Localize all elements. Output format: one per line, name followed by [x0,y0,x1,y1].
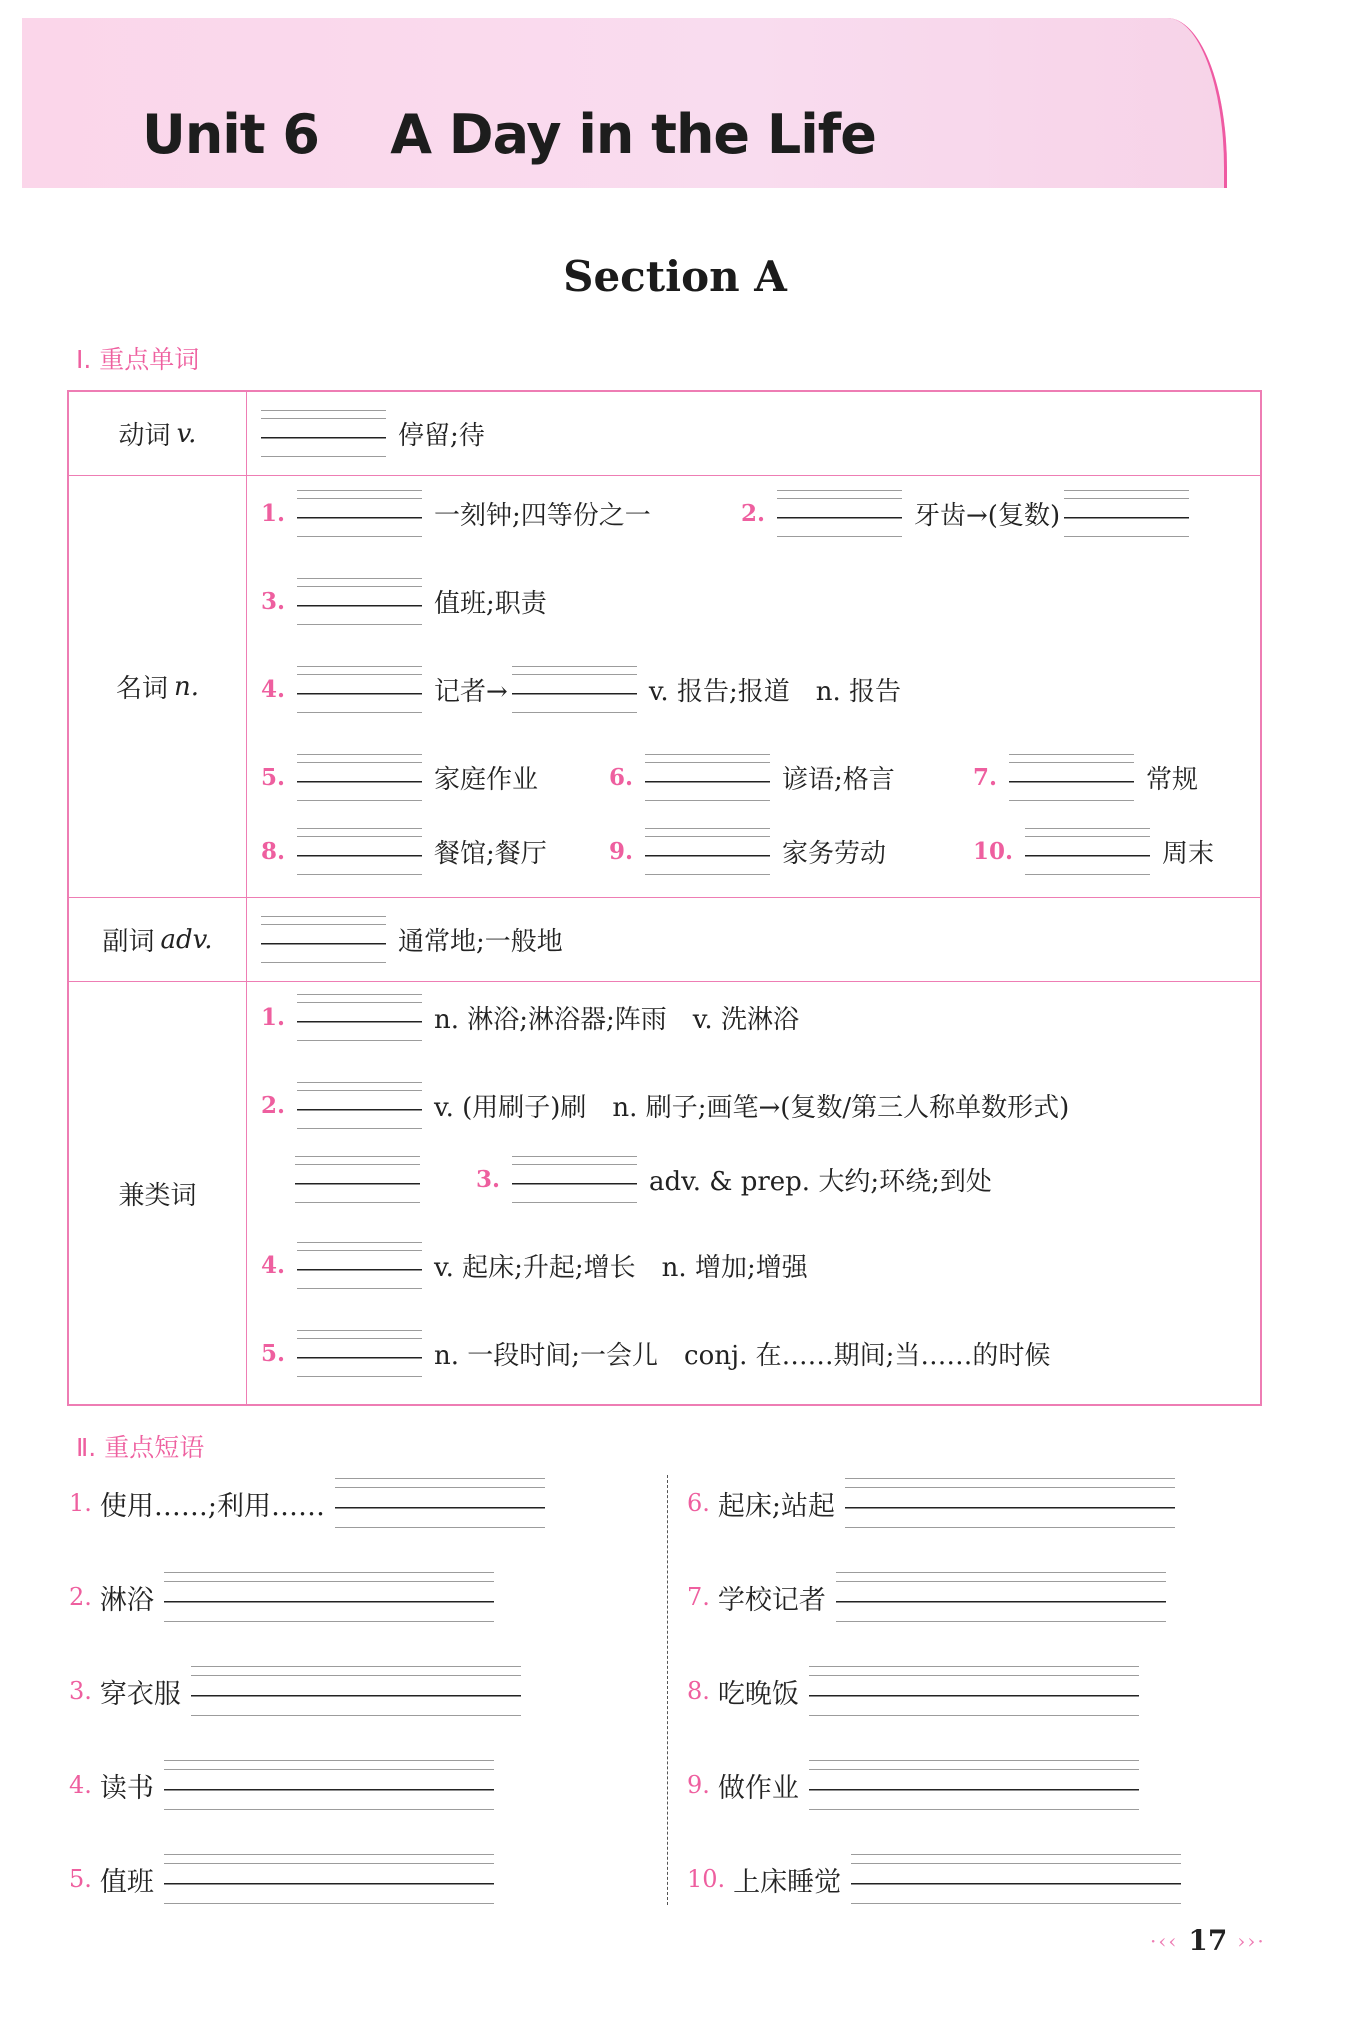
meaning: adv. & prep. 大约;环绕;到处 [649,1166,992,1197]
vocab-cell [247,898,1260,981]
item-number: 1. [261,499,286,527]
phrase-item [69,1568,494,1626]
meaning: 常规 [1146,764,1199,795]
meaning: 谚语;格言 [782,764,895,795]
pos-label [69,982,247,1404]
vocab-item [973,750,1198,804]
phrase-text: 做作业 [717,1772,799,1804]
meaning: n. 一段时间;一会儿 conj. 在……期间;当……的时候 [434,1340,1051,1371]
answer-blank[interactable] [809,1662,1139,1720]
item-number: 2. [741,499,766,527]
item-number: 4. [69,1771,92,1799]
item-number: 3. [69,1677,92,1705]
meaning: v. 起床;升起;增长 n. 增加;增强 [434,1252,808,1283]
meaning: n. 淋浴;淋浴器;阵雨 v. 洗淋浴 [434,1004,799,1035]
phrase-item [69,1850,494,1908]
unit-title: Unit 6 A Day in the Life [142,103,876,166]
item-number: 1. [261,1003,286,1031]
answer-blank[interactable] [297,1238,422,1292]
vocab-item [609,750,895,804]
answer-blank[interactable] [295,1152,420,1206]
item-number: 8. [687,1677,710,1705]
item-number: 3. [261,587,286,615]
item-number: 9. [609,837,634,865]
phrase-text: 吃晚饭 [717,1678,799,1710]
phrase-text: 读书 [99,1772,154,1804]
answer-blank[interactable] [836,1568,1166,1626]
vocab-item [261,486,651,540]
item-number: 9. [687,1771,710,1799]
phrase-item [687,1474,1175,1532]
vocab-row-noun [69,476,1260,898]
vocab-item [261,406,485,460]
meaning: 一刻钟;四等份之一 [434,500,651,531]
pos-abbr: adv. [160,924,213,955]
vocab-item [261,1326,1050,1380]
meaning: 家庭作业 [434,764,539,795]
answer-blank[interactable] [297,824,422,878]
phrase-item [687,1568,1166,1626]
meaning: 牙齿→(复数) [914,500,1061,531]
item-number: 2. [261,1091,286,1119]
vocab-item [261,662,901,716]
item-number: 1. [69,1489,92,1517]
answer-blank[interactable] [164,1850,494,1908]
answer-blank[interactable] [845,1474,1175,1532]
item-number: 10. [973,837,1014,865]
vocab-cell [247,982,1260,1404]
pos-text: 兼类词 [118,1180,197,1211]
answer-blank[interactable] [809,1756,1139,1814]
answer-blank[interactable] [777,486,902,540]
vocab-item [295,1152,992,1206]
vocab-item [261,1078,1069,1132]
vocab-item [261,1238,808,1292]
vocab-cell [247,476,1260,897]
vocab-item [261,750,538,804]
phrase-section [67,1450,1262,1910]
phrase-item [687,1756,1139,1814]
vocab-item [973,824,1214,878]
pos-text: 动词 [118,421,171,451]
meaning: 家务劳动 [782,838,887,869]
section-title: Section A [563,252,787,301]
item-number: 8. [261,837,286,865]
vocab-item [261,990,799,1044]
answer-blank[interactable] [261,912,386,966]
phrase-text: 使用……;利用…… [99,1490,326,1522]
vocab-item [741,486,1201,540]
answer-blank[interactable] [297,1078,422,1132]
answer-blank[interactable] [297,750,422,804]
vocab-cell [247,392,1260,475]
vocab-row-multi-class [69,982,1260,1404]
pos-text: 名词 [115,674,168,704]
phrase-item [687,1850,1181,1908]
phrase-text: 学校记者 [717,1584,826,1616]
answer-blank[interactable] [164,1568,494,1626]
pos-abbr: n. [174,671,200,702]
pos-abbr: v. [176,418,197,449]
item-number: 5. [261,763,286,791]
meaning: v. 报告;报道 n. 报告 [648,676,901,707]
item-number: 4. [261,675,286,703]
vocab-item [609,824,886,878]
phrase-text: 穿衣服 [99,1678,181,1710]
answer-blank[interactable] [297,990,422,1044]
part2-heading: Ⅱ. 重点短语 [76,1433,205,1462]
item-number: 7. [687,1583,710,1611]
meaning: 值班;职责 [434,588,547,619]
phrase-item [69,1756,494,1814]
phrase-text: 起床;站起 [717,1490,836,1522]
vocab-row-verb [69,392,1260,476]
vocab-item [261,574,547,628]
item-number: 6. [609,763,634,791]
meaning: v. (用刷子)刷 n. 刷子;画笔→(复数/第三人称单数形式) [434,1092,1070,1123]
answer-blank[interactable] [1064,486,1189,540]
answer-blank[interactable] [512,662,637,716]
meaning: 餐馆;餐厅 [434,838,547,869]
item-number: 5. [261,1339,286,1367]
answer-blank[interactable] [297,486,422,540]
page-number-text: 17 [1188,1924,1228,1957]
answer-blank[interactable] [164,1756,494,1814]
meaning: 通常地;一般地 [398,926,563,957]
item-number: 7. [973,763,998,791]
vocab-item [261,912,563,966]
meaning: 周末 [1162,838,1215,869]
answer-blank[interactable] [1009,750,1134,804]
meaning: 记者→ [434,676,508,707]
answer-blank[interactable] [191,1662,521,1720]
item-number: 4. [261,1251,286,1279]
answer-blank[interactable] [512,1152,637,1206]
vocab-table [67,390,1262,1406]
answer-blank[interactable] [297,662,422,716]
answer-blank[interactable] [1025,824,1150,878]
item-number: 2. [69,1583,92,1611]
answer-blank[interactable] [335,1474,545,1532]
page-number-deco-left: ·‹‹ [1150,1928,1179,1953]
answer-blank[interactable] [645,824,770,878]
answer-blank[interactable] [297,574,422,628]
phrase-item [687,1662,1139,1720]
answer-blank[interactable] [645,750,770,804]
phrase-text: 淋浴 [99,1584,154,1616]
vocab-item [261,824,547,878]
answer-blank[interactable] [261,406,386,460]
answer-blank[interactable] [297,1326,422,1380]
pos-text: 副词 [102,927,155,957]
phrase-item [69,1662,521,1720]
part1-heading: Ⅰ. 重点单词 [76,345,200,374]
phrase-text: 上床睡觉 [733,1866,842,1898]
item-number: 3. [476,1165,501,1193]
vocab-row-adverb [69,898,1260,982]
pos-label [69,898,247,981]
meaning: 停留;待 [398,420,485,451]
item-number: 10. [687,1865,726,1893]
phrase-text: 值班 [99,1866,154,1898]
item-number: 5. [69,1865,92,1893]
phrase-item [69,1474,545,1532]
pos-label [69,392,247,475]
page-number [1150,1924,1266,1957]
item-number: 6. [687,1489,710,1517]
column-divider [667,1475,668,1905]
answer-blank[interactable] [851,1850,1181,1908]
pos-label [69,476,247,897]
page-number-deco-right: ››· [1237,1928,1266,1953]
